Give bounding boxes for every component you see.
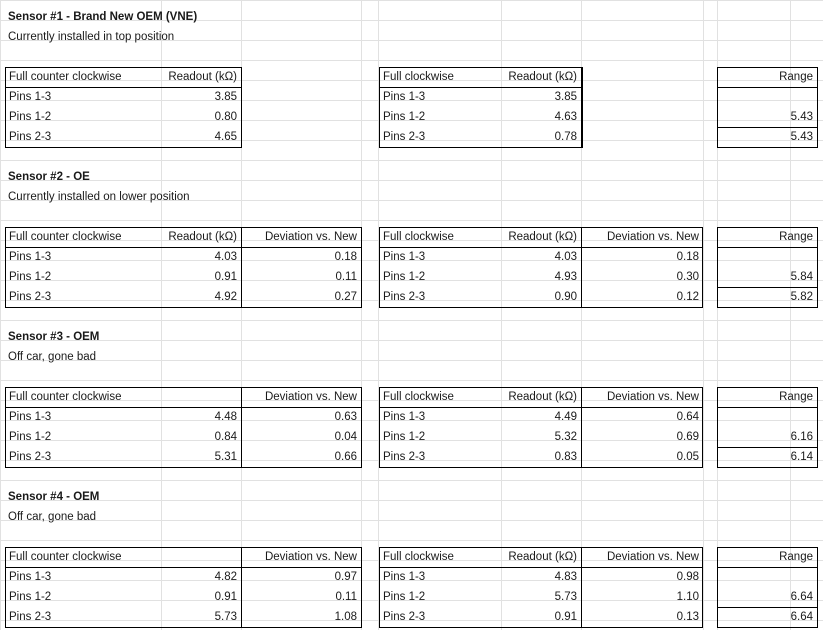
gridline-row (0, 480, 823, 481)
cw-row-readout[interactable]: 4.93 (554, 271, 577, 283)
cw-row-readout[interactable]: 0.78 (554, 131, 577, 143)
sensor-subtitle[interactable]: Off car, gone bad (8, 351, 97, 363)
ccw-header[interactable]: Full counter clockwise (9, 231, 122, 243)
ccw-deviation-header[interactable]: Deviation vs. New (264, 551, 357, 563)
ccw-row-readout[interactable]: 0.80 (214, 111, 237, 123)
cw-row-label[interactable]: Pins 2-3 (383, 611, 426, 623)
cw-row-deviation[interactable]: 0.64 (676, 411, 699, 423)
cw-header[interactable]: Full clockwise (383, 231, 454, 243)
ccw-row-readout[interactable]: 0.84 (214, 431, 237, 443)
range-value[interactable]: 5.43 (790, 111, 813, 123)
cw-row-deviation[interactable]: 0.69 (676, 431, 699, 443)
cw-row-label[interactable]: Pins 2-3 (383, 291, 426, 303)
cw-row-readout[interactable]: 4.83 (554, 571, 577, 583)
ccw-row-deviation[interactable]: 0.04 (334, 431, 357, 443)
ccw-row-deviation[interactable]: 0.63 (334, 411, 357, 423)
gridline-row (0, 320, 823, 321)
ccw-row-label[interactable]: Pins 1-3 (9, 91, 52, 103)
cw-deviation-header[interactable]: Deviation vs. New (606, 551, 699, 563)
ccw-header[interactable]: Full counter clockwise (9, 551, 122, 563)
gridline-row (0, 220, 823, 221)
ccw-readout-header[interactable] (161, 387, 241, 407)
cw-row-readout[interactable]: 5.32 (554, 431, 577, 443)
ccw-row-label[interactable]: Pins 1-3 (9, 411, 52, 423)
ccw-row-deviation[interactable]: 0.18 (334, 251, 357, 263)
cw-deviation-header[interactable]: Deviation vs. New (606, 391, 699, 403)
range-value[interactable]: 6.14 (790, 451, 813, 463)
ccw-row-readout[interactable]: 4.82 (214, 571, 237, 583)
sensor-title[interactable]: Sensor #2 - OE (8, 171, 90, 183)
ccw-header[interactable]: Full counter clockwise (9, 71, 122, 83)
cw-row-readout[interactable]: 4.03 (554, 251, 577, 263)
range-value[interactable] (717, 407, 817, 427)
ccw-readout-header[interactable]: Readout (kΩ) (168, 71, 237, 83)
range-header[interactable]: Range (779, 71, 813, 83)
cw-readout-header[interactable]: Readout (kΩ) (508, 71, 577, 83)
cw-row-readout[interactable]: 0.83 (554, 451, 577, 463)
ccw-row-readout[interactable]: 0.91 (214, 591, 237, 603)
sensor-subtitle[interactable]: Currently installed on lower position (8, 191, 190, 203)
cw-row-label[interactable]: Pins 1-2 (383, 591, 426, 603)
ccw-row-deviation[interactable]: 0.97 (334, 571, 357, 583)
ccw-row-deviation[interactable]: 0.11 (335, 591, 357, 603)
cw-row-label[interactable]: Pins 1-2 (383, 431, 426, 443)
ccw-deviation-header[interactable]: Deviation vs. New (264, 231, 357, 243)
range-value[interactable] (717, 247, 817, 267)
cw-readout-header[interactable]: Readout (kΩ) (508, 391, 577, 403)
gridline-col (241, 0, 242, 630)
range-value[interactable] (717, 567, 817, 587)
gridline-col (703, 0, 704, 630)
gridline-row (0, 380, 823, 381)
cw-row-readout[interactable]: 0.91 (554, 611, 577, 623)
cw-row-deviation[interactable]: 1.10 (676, 591, 699, 603)
cw-row-readout[interactable]: 4.63 (554, 111, 577, 123)
ccw-row-label[interactable]: Pins 1-3 (9, 571, 52, 583)
sensor-subtitle[interactable]: Off car, gone bad (8, 511, 97, 523)
ccw-row-label[interactable]: Pins 1-2 (9, 591, 52, 603)
cw-row-readout[interactable]: 3.85 (554, 91, 577, 103)
ccw-row-label[interactable]: Pins 2-3 (9, 611, 52, 623)
range-header[interactable]: Range (779, 231, 813, 243)
ccw-row-readout[interactable]: 4.92 (214, 291, 237, 303)
cw-row-readout[interactable]: 4.49 (554, 411, 577, 423)
sensor-subtitle[interactable]: Currently installed in top position (8, 31, 175, 43)
cw-row-readout[interactable]: 0.90 (554, 291, 577, 303)
cw-deviation-header[interactable]: Deviation vs. New (606, 231, 699, 243)
sensor-title[interactable]: Sensor #4 - OEM (8, 491, 100, 503)
ccw-row-deviation[interactable]: 1.08 (334, 611, 357, 623)
ccw-row-readout[interactable]: 4.03 (214, 251, 237, 263)
cw-header[interactable]: Full clockwise (383, 71, 454, 83)
sensor-title[interactable]: Sensor #1 - Brand New OEM (VNE) (8, 11, 198, 23)
cw-row-label[interactable]: Pins 1-3 (383, 411, 426, 423)
cw-row-deviation[interactable]: 0.13 (676, 611, 699, 623)
cw-row-deviation[interactable]: 0.30 (676, 271, 699, 283)
cw-row-label[interactable]: Pins 1-3 (383, 571, 426, 583)
sensor-title[interactable]: Sensor #3 - OEM (8, 331, 100, 343)
cw-header[interactable]: Full clockwise (383, 391, 454, 403)
cw-row-label[interactable]: Pins 2-3 (383, 131, 426, 143)
cw-row-label[interactable]: Pins 1-3 (383, 251, 426, 263)
gridline-row (0, 540, 823, 541)
ccw-row-deviation[interactable]: 0.11 (335, 271, 357, 283)
ccw-deviation-header[interactable]: Deviation vs. New (264, 391, 357, 403)
ccw-readout-header[interactable]: Readout (kΩ) (168, 231, 237, 243)
range-value[interactable]: 5.84 (790, 271, 813, 283)
ccw-row-label[interactable]: Pins 1-3 (9, 251, 52, 263)
ccw-row-deviation[interactable]: 0.27 (334, 291, 357, 303)
ccw-readout-header[interactable] (161, 547, 241, 567)
range-header[interactable]: Range (779, 551, 813, 563)
ccw-row-readout[interactable]: 0.91 (214, 271, 237, 283)
cw-row-deviation[interactable]: 0.12 (676, 291, 699, 303)
gridline-row (0, 0, 823, 1)
ccw-row-label[interactable]: Pins 1-2 (9, 271, 52, 283)
cw-readout-header[interactable]: Readout (kΩ) (508, 231, 577, 243)
gridline-col (581, 0, 582, 630)
gridline-col (0, 0, 1, 630)
cw-header[interactable]: Full clockwise (383, 551, 454, 563)
ccw-row-deviation[interactable]: 0.66 (334, 451, 357, 463)
ccw-row-label[interactable]: Pins 1-2 (9, 111, 52, 123)
ccw-row-readout[interactable]: 4.48 (214, 411, 237, 423)
gridline-row (0, 60, 823, 61)
gridline-col (361, 0, 362, 630)
range-value[interactable]: 5.82 (790, 291, 813, 303)
ccw-row-readout[interactable]: 5.31 (214, 451, 237, 463)
ccw-header[interactable]: Full counter clockwise (9, 391, 122, 403)
range-value[interactable]: 5.43 (790, 131, 813, 143)
ccw-row-readout[interactable]: 3.85 (214, 91, 237, 103)
range-header[interactable]: Range (779, 391, 813, 403)
ccw-row-label[interactable]: Pins 2-3 (9, 131, 52, 143)
ccw-row-label[interactable]: Pins 1-2 (9, 431, 52, 443)
range-value[interactable]: 6.64 (790, 591, 813, 603)
ccw-row-label[interactable]: Pins 2-3 (9, 451, 52, 463)
range-value[interactable]: 6.16 (790, 431, 813, 443)
cw-row-readout[interactable]: 5.73 (554, 591, 577, 603)
ccw-row-readout[interactable]: 5.73 (214, 611, 237, 623)
ccw-row-label[interactable]: Pins 2-3 (9, 291, 52, 303)
cw-row-deviation[interactable]: 0.05 (676, 451, 699, 463)
cw-row-label[interactable]: Pins 1-2 (383, 111, 426, 123)
cw-readout-header[interactable]: Readout (kΩ) (508, 551, 577, 563)
gridline-row (0, 160, 823, 161)
range-value[interactable]: 6.64 (790, 611, 813, 623)
cw-row-label[interactable]: Pins 1-2 (383, 271, 426, 283)
ccw-row-readout[interactable]: 4.65 (214, 131, 237, 143)
cw-row-deviation[interactable]: 0.18 (676, 251, 699, 263)
cw-row-label[interactable]: Pins 2-3 (383, 451, 426, 463)
cw-row-label[interactable]: Pins 1-3 (383, 91, 426, 103)
cw-row-deviation[interactable]: 0.98 (676, 571, 699, 583)
range-value[interactable] (717, 87, 817, 107)
